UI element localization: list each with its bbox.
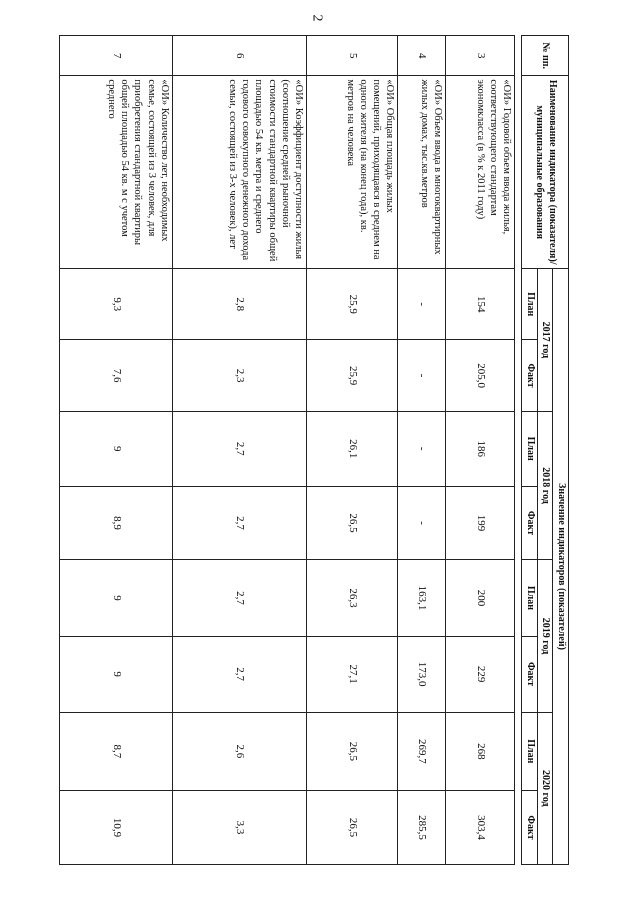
- value-cell: -: [397, 340, 445, 411]
- row-num: 6: [172, 36, 306, 76]
- header-year-2017: 2017 год: [538, 269, 554, 412]
- header-year-2018: 2018 год: [538, 411, 554, 560]
- value-cell: 303,4: [445, 791, 515, 865]
- value-cell: -: [397, 411, 445, 486]
- value-cell: 9: [60, 560, 173, 636]
- row-num: 3: [445, 36, 515, 76]
- value-cell: 285,5: [397, 791, 445, 865]
- value-cell: 200: [445, 560, 515, 636]
- value-cell: 7,6: [60, 340, 173, 411]
- row-indicator-name: «ОИ» Коэффициент доступности жилья (соотношение средней рыночной стоимости стандартной квартиры общей площадью 54 кв. метра и среднего годового совокупного денежного дохода семьи, состоящей из 3-х человек), лет: [172, 76, 306, 269]
- value-cell: 25,9: [306, 340, 397, 411]
- value-cell: 2,3: [172, 340, 306, 411]
- value-cell: 199: [445, 486, 515, 560]
- indicator-table: [59, 35, 569, 865]
- spacer-row: [515, 36, 522, 865]
- value-cell: 173,0: [397, 636, 445, 712]
- value-cell: 205,0: [445, 340, 515, 411]
- value-cell: 27,1: [306, 636, 397, 712]
- value-cell: 2,7: [172, 486, 306, 560]
- header-num: № пп.: [522, 36, 569, 76]
- row-num: 5: [306, 36, 397, 76]
- value-cell: 9: [60, 636, 173, 712]
- header-plan: План: [522, 560, 538, 636]
- header-year-2019: 2019 год: [538, 560, 554, 712]
- value-cell: 26,5: [306, 791, 397, 865]
- row-indicator-name: «ОИ» Объем ввода в многоквартирных жилых домах, тыс.кв.метров: [397, 76, 445, 269]
- table-row: [445, 36, 515, 865]
- value-cell: 26,1: [306, 411, 397, 486]
- value-cell: 26,3: [306, 560, 397, 636]
- header-fact: Факт: [522, 486, 538, 560]
- header-plan: План: [522, 269, 538, 340]
- value-cell: 269,7: [397, 712, 445, 790]
- header-name: Наименование индикатора (показателя)/муниципальные образования: [522, 76, 569, 269]
- row-indicator-name: «ОИ» Годовой объем ввода жилья, соответствующего стандартам экономкласса (в % к 2011 году): [445, 76, 515, 269]
- value-cell: -: [397, 269, 445, 340]
- value-cell: 2,7: [172, 411, 306, 486]
- header-year-2020: 2020 год: [538, 712, 554, 864]
- indicator-table-container: [59, 35, 569, 865]
- value-cell: 2,6: [172, 712, 306, 790]
- spacer-cell: [515, 36, 522, 865]
- value-cell: 2,8: [172, 269, 306, 340]
- table-row: [306, 36, 397, 865]
- row-num: 4: [397, 36, 445, 76]
- value-cell: 3,3: [172, 791, 306, 865]
- row-num: 7: [60, 36, 173, 76]
- value-cell: 26,5: [306, 712, 397, 790]
- header-fact: Факт: [522, 791, 538, 865]
- header-plan: План: [522, 411, 538, 486]
- value-cell: 8,7: [60, 712, 173, 790]
- value-cell: 8,9: [60, 486, 173, 560]
- header-row-1: [553, 36, 569, 865]
- value-cell: 9,3: [60, 269, 173, 340]
- value-cell: 154: [445, 269, 515, 340]
- value-cell: 186: [445, 411, 515, 486]
- value-cell: 2,7: [172, 560, 306, 636]
- header-fact: Факт: [522, 636, 538, 712]
- value-cell: 268: [445, 712, 515, 790]
- header-plan: План: [522, 712, 538, 790]
- value-cell: 163,1: [397, 560, 445, 636]
- value-cell: 26,5: [306, 486, 397, 560]
- value-cell: 10,9: [60, 791, 173, 865]
- table-row: [172, 36, 306, 865]
- page-number: 2: [309, 14, 325, 22]
- header-values-group: Значение индикаторов (показателей): [553, 269, 569, 865]
- value-cell: 25,9: [306, 269, 397, 340]
- row-indicator-name: «ОИ» Общая площадь жилых помещений, приходящаяся в среднем на одного жителя (на конец года), кв. метров на человека: [306, 76, 397, 269]
- row-indicator-name: «ОИ» Количество лет, необходимых семье, состоящей из 3 человек, для приобретения стандартной квартиры общей площадью 54 кв. м с учетом среднего: [60, 76, 173, 269]
- value-cell: -: [397, 486, 445, 560]
- value-cell: 229: [445, 636, 515, 712]
- value-cell: 9: [60, 411, 173, 486]
- header-fact: Факт: [522, 340, 538, 411]
- table-row: [397, 36, 445, 865]
- value-cell: 2,7: [172, 636, 306, 712]
- table-row: [60, 36, 173, 865]
